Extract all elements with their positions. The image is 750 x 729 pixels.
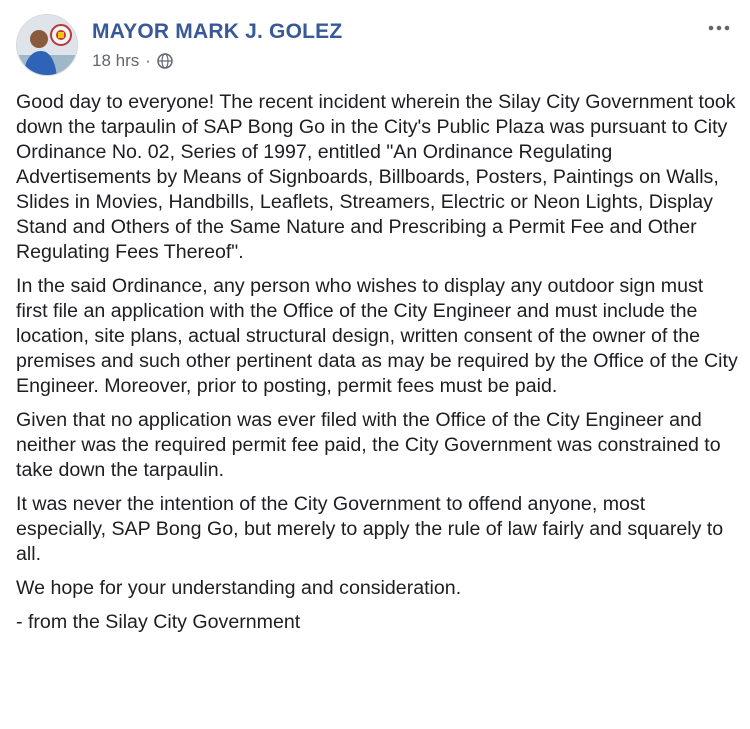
post-paragraph: Good day to everyone! The recent incident wherein the Silay City Government took down the tarpaulin of SAP Bong Go in the City's Public Plaza was pursuant to City Ordinance No. 02, Series of 1997, entitled "An Ordinance Regulating Advertisements by Means of Signboards, Billboards, Posters, Paintings on Walls, Slides in Movies, Handbills, Leaflets, Streamers, Electric or Neon Lights, Display Stand and Others of the Same Nature and Prescribing a Permit Fee and Other Regulating Fees Thereof". xyxy=(16,91,736,263)
post-meta xyxy=(92,51,173,71)
post-paragraph: Given that no application was ever filed with the Office of the City Engineer and neither was the required permit fee paid, the City Government was constrained to take down the tarpaulin. xyxy=(16,409,721,481)
post-paragraph: In the said Ordinance, any person who wishes to display any outdoor sign must first file an application with the Office of the City Engineer and must include the location, site plans, actual structural design, written consent of the owner of the premises and such other pertinent data as may be required by the Office of the City Engineer. Moreover, prior to posting, permit fees must be paid. xyxy=(16,275,738,397)
post-timestamp[interactable]: 18 hrs xyxy=(92,51,140,70)
post-body xyxy=(16,90,738,644)
post-signature: - from the Silay City Government xyxy=(16,611,301,633)
author-name[interactable]: MAYOR MARK J. GOLEZ xyxy=(92,20,343,43)
avatar[interactable] xyxy=(16,14,78,76)
post-header xyxy=(16,14,734,76)
avatar-image xyxy=(17,15,78,76)
meta-separator: · xyxy=(145,51,151,70)
more-options-icon[interactable] xyxy=(704,18,734,38)
post-paragraph: We hope for your understanding and consideration. xyxy=(16,577,462,599)
post-paragraph: It was never the intention of the City Government to offend anyone, most especially, SAP Bong Go, but merely to apply the rule of law fairly and squarely to all. xyxy=(16,493,724,565)
globe-icon[interactable] xyxy=(157,53,173,69)
